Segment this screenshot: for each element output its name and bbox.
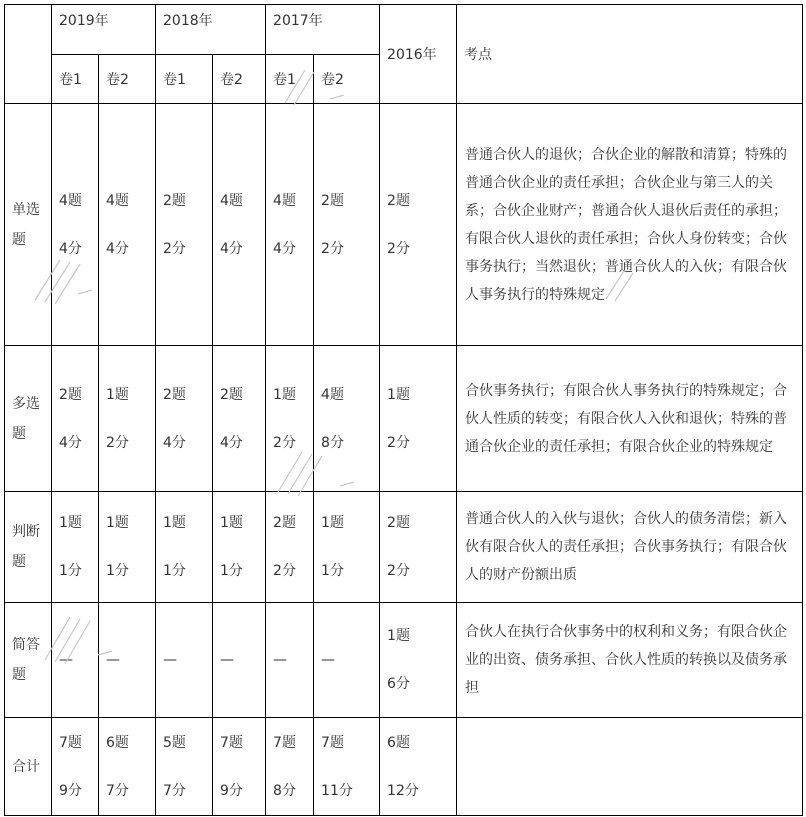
score-cell [213, 346, 266, 492]
score-cell [380, 104, 457, 346]
question-type-label: 题 [12, 554, 26, 570]
question-type-label: 多选 [12, 395, 40, 412]
question-count: 1题 [220, 515, 243, 531]
score-value: 7分 [163, 782, 186, 799]
score-cell [52, 718, 99, 816]
score-cell [99, 718, 156, 816]
question-count: 4题 [220, 192, 243, 209]
paper-header: 卷1 [156, 55, 213, 104]
score-value: 11分 [321, 782, 353, 799]
question-type-cell [5, 104, 52, 346]
score-cell [156, 346, 213, 492]
score-cell [266, 104, 314, 346]
score-cell [314, 492, 380, 603]
question-count: 1题 [273, 386, 296, 403]
exam-score-table [4, 4, 803, 816]
empty-dash: — [106, 652, 120, 668]
score-cell [380, 718, 457, 816]
question-count: 2题 [163, 192, 186, 209]
topic-cell: 普通合伙人的入伙与退伙；合伙人的债务清偿；新入伙有限合伙人的责任承担；合伙事务执行；有限合伙人的财产份额出质 [457, 492, 803, 603]
year-2019-header: 2019年 [52, 5, 156, 55]
question-count: 2题 [273, 515, 296, 531]
paper-header: 卷2 [314, 55, 380, 104]
score-value: 6分 [387, 676, 410, 692]
score-cell [266, 603, 314, 718]
question-type-label: 题 [12, 425, 26, 442]
score-value: 4分 [273, 240, 296, 257]
topic-cell [457, 718, 803, 816]
question-type-label: 单选 [12, 201, 40, 218]
score-value: 2分 [273, 563, 296, 579]
question-type-cell [5, 603, 52, 718]
score-value: 4分 [220, 434, 243, 451]
score-cell [266, 346, 314, 492]
total-row [5, 718, 803, 816]
score-cell [52, 603, 99, 718]
multiple-choice-row [5, 346, 803, 492]
score-cell [52, 492, 99, 603]
question-count: 1题 [106, 386, 129, 403]
topic-header: 考点 [457, 5, 803, 104]
header-row-years [5, 5, 803, 55]
score-cell [266, 718, 314, 816]
score-value: 2分 [387, 563, 410, 579]
score-value: 2分 [163, 240, 186, 257]
question-count: 1题 [163, 515, 186, 531]
question-count: 1题 [387, 628, 410, 644]
empty-dash: — [163, 652, 178, 668]
single-choice-row [5, 104, 803, 346]
year-2018-header: 2018年 [156, 5, 266, 55]
score-cell [156, 104, 213, 346]
question-count: 1题 [106, 515, 129, 531]
score-value: 2分 [387, 240, 410, 257]
true-false-row [5, 492, 803, 603]
score-cell [314, 346, 380, 492]
score-value: 1分 [163, 563, 186, 579]
score-value: 1分 [106, 563, 129, 579]
score-cell [314, 104, 380, 346]
paper-header: 卷1 [266, 55, 314, 104]
score-cell [314, 603, 380, 718]
score-cell [156, 492, 213, 603]
short-answer-row [5, 603, 803, 718]
score-value: 9分 [220, 782, 243, 799]
question-type-label: 题 [12, 667, 26, 683]
question-type-label: 合计 [12, 758, 40, 775]
score-cell [99, 104, 156, 346]
score-value: 2分 [106, 434, 129, 451]
empty-dash: — [220, 652, 235, 668]
empty-dash: — [59, 652, 73, 668]
question-type-label: 简答 [12, 637, 40, 653]
score-cell [314, 718, 380, 816]
score-cell [156, 603, 213, 718]
score-value: 7分 [106, 782, 129, 799]
score-value: 9分 [59, 782, 82, 799]
score-value: 2分 [387, 434, 410, 451]
score-value: 4分 [220, 240, 243, 257]
question-count: 2题 [321, 192, 344, 209]
score-cell [266, 492, 314, 603]
question-type-label: 题 [12, 231, 26, 248]
score-value: 4分 [59, 240, 82, 257]
question-count: 1题 [387, 386, 410, 403]
score-cell [213, 492, 266, 603]
score-value: 2分 [273, 434, 296, 451]
question-count: 4题 [321, 386, 344, 403]
year-2017-header: 2017年 [266, 5, 380, 55]
question-count: 7题 [273, 734, 296, 751]
score-value: 1分 [59, 563, 82, 579]
question-count: 2题 [387, 515, 410, 531]
question-count: 2题 [220, 386, 243, 403]
topic-cell: 普通合伙人的退伙；合伙企业的解散和清算；特殊的普通合伙企业的责任承担；合伙企业与第三人的关系；合伙企业财产；普通合伙人退伙后责任的承担；有限合伙人退伙的责任承担；合伙人身份转变；合伙事务执行；当然退伙；普通合伙人的入伙；有限合伙人事务执行的特殊规定 [457, 104, 803, 346]
score-value: 4分 [59, 434, 82, 451]
score-cell [52, 346, 99, 492]
question-count: 2题 [59, 386, 82, 403]
question-type-cell [5, 346, 52, 492]
question-count: 6题 [106, 734, 129, 751]
question-type-cell [5, 492, 52, 603]
question-count: 1题 [59, 515, 82, 531]
score-cell [99, 603, 156, 718]
question-count: 7题 [321, 734, 344, 751]
score-value: 4分 [106, 240, 129, 257]
question-count: 6题 [387, 734, 410, 751]
question-type-label: 判断 [12, 524, 40, 540]
paper-header: 卷2 [213, 55, 266, 104]
score-cell [380, 603, 457, 718]
score-cell [213, 718, 266, 816]
question-count: 2题 [163, 386, 186, 403]
score-cell [213, 603, 266, 718]
corner-cell [5, 5, 52, 104]
score-value: 2分 [321, 240, 344, 257]
paper-header: 卷2 [99, 55, 156, 104]
topic-cell: 合伙人在执行合伙事务中的权利和义务；有限合伙企业的出资、债务承担、合伙人性质的转换以及债务承担 [457, 603, 803, 718]
score-value: 12分 [387, 782, 419, 799]
question-count: 4题 [273, 192, 296, 209]
empty-dash: — [321, 652, 336, 668]
score-value: 8分 [273, 782, 296, 799]
empty-dash: — [273, 652, 288, 668]
score-cell [380, 492, 457, 603]
score-value: 4分 [163, 434, 186, 451]
paper-header: 卷1 [52, 55, 99, 104]
question-count: 7题 [59, 734, 82, 751]
question-count: 7题 [220, 734, 243, 751]
question-count: 4题 [59, 192, 82, 209]
question-count: 4题 [106, 192, 129, 209]
score-value: 1分 [321, 563, 344, 579]
score-cell [213, 104, 266, 346]
score-cell [99, 492, 156, 603]
score-value: 8分 [321, 434, 344, 451]
score-cell [380, 346, 457, 492]
question-count: 2题 [387, 192, 410, 209]
question-count: 1题 [321, 515, 344, 531]
question-type-cell [5, 718, 52, 816]
score-cell [52, 104, 99, 346]
score-value: 1分 [220, 563, 243, 579]
topic-cell: 合伙事务执行；有限合伙人事务执行的特殊规定；合伙人性质的转变；有限合伙人入伙和退伙；特殊的普通合伙企业的责任承担；有限合伙企业的特殊规定 [457, 346, 803, 492]
question-count: 5题 [163, 734, 186, 751]
year-2016-header: 2016年 [380, 5, 457, 104]
score-cell [99, 346, 156, 492]
score-cell [156, 718, 213, 816]
